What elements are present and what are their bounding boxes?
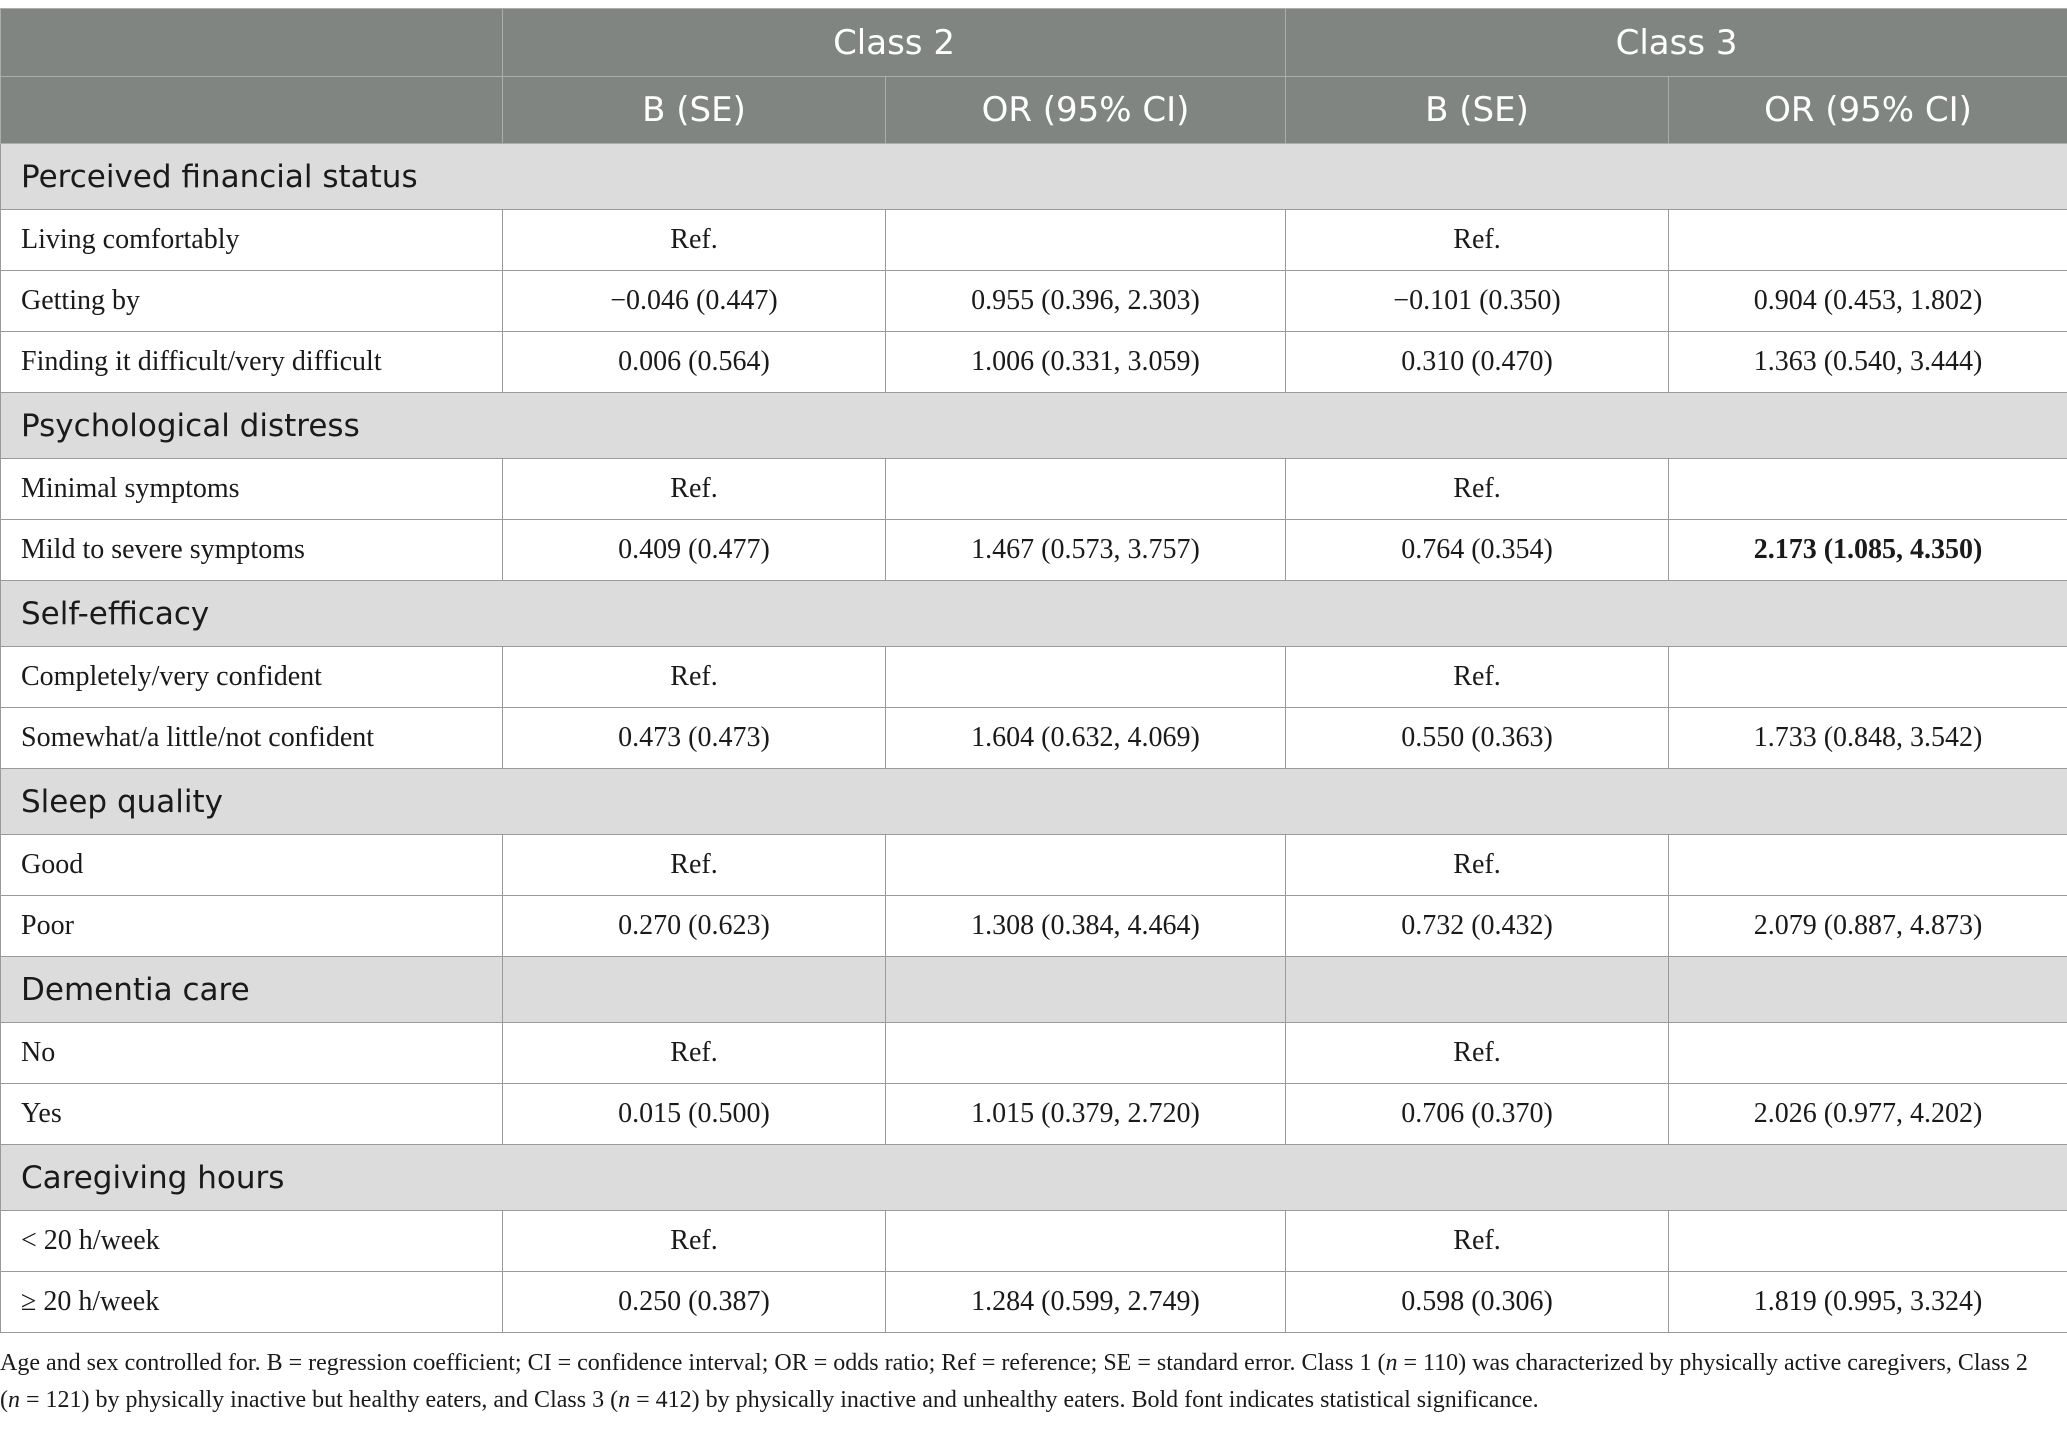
cell-class2-or-ci: [886, 459, 1286, 520]
cell-class2-b-se: 0.015 (0.500): [503, 1084, 886, 1145]
cell-class2-or-ci: 1.308 (0.384, 4.464): [886, 896, 1286, 957]
row-label: Good: [1, 835, 503, 896]
header-group-class-3: Class 3: [1286, 9, 2067, 77]
footnote-part-1: Age and sex controlled for. B = regression coefficient; CI = confidence interval; OR = odds ratio; Ref = reference; SE = standard error. Class 1 (: [0, 1350, 1386, 1376]
cell-class2-or-ci: 1.006 (0.331, 3.059): [886, 332, 1286, 393]
cell-class3-or-ci: 0.904 (0.453, 1.802): [1669, 271, 2067, 332]
cell-class3-or-ci: [1669, 647, 2067, 708]
cell-class3-or-ci: 1.819 (0.995, 3.324): [1669, 1272, 2067, 1333]
cell-class2-b-se: 0.270 (0.623): [503, 896, 886, 957]
cell-class2-b-se: Ref.: [503, 1211, 886, 1272]
row-label: Minimal symptoms: [1, 459, 503, 520]
cell-class2-b-se: 0.473 (0.473): [503, 708, 886, 769]
table-header: [1, 9, 2067, 144]
cell-class3-b-se: −0.101 (0.350): [1286, 271, 1669, 332]
table-row: [1, 520, 2067, 581]
table-footnote: [0, 1345, 2050, 1419]
cell-class2-b-se: Ref.: [503, 459, 886, 520]
footnote-n-symbol: n: [8, 1387, 20, 1413]
row-label: No: [1, 1023, 503, 1084]
cell-class2-b-se: Ref.: [503, 647, 886, 708]
table-body: [1, 144, 2067, 1333]
cell-class2-or-ci: [886, 1023, 1286, 1084]
table-row: [1, 1084, 2067, 1145]
section-row: [1, 1145, 2067, 1211]
cell-class2-b-se: −0.046 (0.447): [503, 271, 886, 332]
section-row: [1, 581, 2067, 647]
results-table-wrapper: [0, 8, 2067, 1333]
cell-class3-b-se: Ref.: [1286, 835, 1669, 896]
section-row: [1, 769, 2067, 835]
table-row: [1, 835, 2067, 896]
cell-class3-b-se: 0.598 (0.306): [1286, 1272, 1669, 1333]
header-class3-b-se: B (SE): [1286, 77, 1669, 144]
cell-class3-b-se: 0.732 (0.432): [1286, 896, 1669, 957]
section-blank-cell: [1286, 957, 1669, 1023]
cell-class3-b-se: Ref.: [1286, 647, 1669, 708]
regression-results-table: [0, 8, 2067, 1333]
cell-class2-b-se: Ref.: [503, 835, 886, 896]
cell-class3-or-ci: [1669, 459, 2067, 520]
section-title: Psychological distress: [1, 393, 2067, 459]
header-group-class-2: Class 2: [503, 9, 1286, 77]
cell-class3-b-se: Ref.: [1286, 1211, 1669, 1272]
header-row-groups: [1, 9, 2067, 77]
footnote-part-2: = 110) was characterized by physically active caregivers, Class 2 (: [0, 1350, 2028, 1413]
cell-class2-or-ci: [886, 210, 1286, 271]
cell-class3-b-se: 0.550 (0.363): [1286, 708, 1669, 769]
cell-class2-b-se: 0.409 (0.477): [503, 520, 886, 581]
cell-class3-or-ci: 2.079 (0.887, 4.873): [1669, 896, 2067, 957]
cell-class3-or-ci: 2.026 (0.977, 4.202): [1669, 1084, 2067, 1145]
table-row: [1, 708, 2067, 769]
cell-class3-b-se: Ref.: [1286, 459, 1669, 520]
cell-class3-b-se: 0.706 (0.370): [1286, 1084, 1669, 1145]
section-title: Dementia care: [1, 957, 503, 1023]
row-label: Yes: [1, 1084, 503, 1145]
row-label: Living comfortably: [1, 210, 503, 271]
table-row: [1, 896, 2067, 957]
header-class3-or-ci: OR (95% CI): [1669, 77, 2067, 144]
cell-class3-b-se: 0.764 (0.354): [1286, 520, 1669, 581]
cell-class3-b-se: Ref.: [1286, 210, 1669, 271]
cell-class2-b-se: Ref.: [503, 210, 886, 271]
table-row: [1, 1211, 2067, 1272]
table-row: [1, 210, 2067, 271]
table-row: [1, 1023, 2067, 1084]
section-blank-cell: [886, 957, 1286, 1023]
section-title: Self-efficacy: [1, 581, 2067, 647]
cell-class2-or-ci: [886, 647, 1286, 708]
cell-class3-or-ci-significant: 2.173 (1.085, 4.350): [1669, 520, 2067, 581]
row-label: ≥ 20 h/week: [1, 1272, 503, 1333]
header-corner: [1, 9, 503, 77]
footnote-n-symbol: n: [1385, 1350, 1398, 1376]
cell-class3-or-ci: [1669, 1023, 2067, 1084]
table-row: [1, 459, 2067, 520]
header-class2-b-se: B (SE): [503, 77, 886, 144]
section-blank-cell: [503, 957, 886, 1023]
table-row: [1, 647, 2067, 708]
cell-class2-or-ci: 1.015 (0.379, 2.720): [886, 1084, 1286, 1145]
cell-class2-or-ci: 1.467 (0.573, 3.757): [886, 520, 1286, 581]
cell-class2-or-ci: 1.284 (0.599, 2.749): [886, 1272, 1286, 1333]
cell-class3-b-se: Ref.: [1286, 1023, 1669, 1084]
cell-class3-or-ci: 1.363 (0.540, 3.444): [1669, 332, 2067, 393]
row-label: < 20 h/week: [1, 1211, 503, 1272]
cell-class2-b-se: 0.250 (0.387): [503, 1272, 886, 1333]
cell-class3-b-se: 0.310 (0.470): [1286, 332, 1669, 393]
footnote-part-3: = 121) by physically inactive but healthy eaters, and Class 3 (: [20, 1387, 619, 1413]
row-label: Completely/very confident: [1, 647, 503, 708]
cell-class3-or-ci: [1669, 835, 2067, 896]
row-label: Poor: [1, 896, 503, 957]
cell-class2-or-ci: [886, 835, 1286, 896]
row-label: Finding it difficult/very difficult: [1, 332, 503, 393]
header-row-subcolumns: [1, 77, 2067, 144]
section-title: Sleep quality: [1, 769, 2067, 835]
cell-class2-or-ci: 1.604 (0.632, 4.069): [886, 708, 1286, 769]
table-row: [1, 332, 2067, 393]
cell-class2-b-se: 0.006 (0.564): [503, 332, 886, 393]
section-row: [1, 393, 2067, 459]
section-title: Perceived financial status: [1, 144, 2067, 210]
footnote-n-symbol: n: [618, 1387, 631, 1413]
section-row: [1, 957, 2067, 1023]
row-label: Mild to severe symptoms: [1, 520, 503, 581]
cell-class2-b-se: Ref.: [503, 1023, 886, 1084]
row-label: Getting by: [1, 271, 503, 332]
cell-class3-or-ci: [1669, 1211, 2067, 1272]
table-row: [1, 1272, 2067, 1333]
header-class2-or-ci: OR (95% CI): [886, 77, 1286, 144]
cell-class2-or-ci: 0.955 (0.396, 2.303): [886, 271, 1286, 332]
cell-class3-or-ci: [1669, 210, 2067, 271]
row-label: Somewhat/a little/not confident: [1, 708, 503, 769]
footnote-part-4: = 412) by physically inactive and unhealthy eaters. Bold font indicates statistical significance.: [630, 1387, 1539, 1413]
section-row: [1, 144, 2067, 210]
header-corner-lower: [1, 77, 503, 144]
section-blank-cell: [1669, 957, 2067, 1023]
table-row: [1, 271, 2067, 332]
cell-class2-or-ci: [886, 1211, 1286, 1272]
cell-class3-or-ci: 1.733 (0.848, 3.542): [1669, 708, 2067, 769]
section-title: Caregiving hours: [1, 1145, 2067, 1211]
